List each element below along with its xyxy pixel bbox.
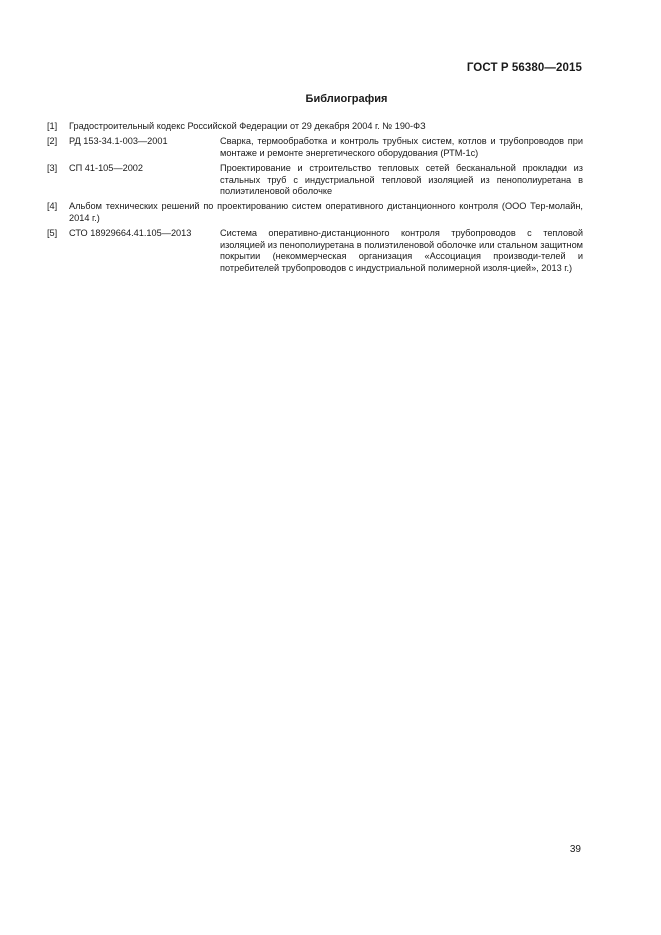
entry-number: [2]: [47, 136, 58, 147]
entry-code: СП 41-105—2002: [69, 162, 144, 173]
entry-code: СТО 18929664.41.105—2013: [69, 228, 192, 239]
bibliography-entry-1: [47, 121, 583, 133]
entry-number: [5]: [47, 228, 58, 239]
entry-code: РД 153-34.1-003—2001: [69, 136, 168, 147]
entry-text: Сварка, термообработка и контроль трубных систем, котлов и трубопроводов при монтаже и ремонте энергетического оборудования (РТМ-1с): [220, 136, 583, 158]
entry-number: [1]: [47, 121, 58, 131]
entry-text: Градостроительный кодекс Российской Федерации от 29 декабря 2004 г. № 190-ФЗ: [69, 121, 426, 131]
standard-designation: ГОСТ Р 56380—2015: [466, 62, 582, 74]
entry-number: [3]: [47, 162, 58, 173]
entry-text: Система оперативно-дистанционного контроля трубопроводов с тепловой изоляцией из пенополиуретана в полиэтиленовой оболочке или стальном защитном покрытии (некоммерческая организация «Ассоциация производи-телей и потребителей трубопроводов с индустриальной полимерной изоля-цией», 2013 г.): [220, 228, 583, 273]
page-number: 39: [569, 844, 581, 855]
entry-text: Альбом технических решений по проектированию систем оперативного дистанционного контроля (ООО Тер-молайн, 2014 г.): [69, 201, 583, 223]
bibliography-entry-5: [47, 228, 583, 274]
entry-number: [4]: [47, 201, 58, 212]
section-title: Библиография: [305, 93, 388, 105]
bibliography-entry-4: [47, 201, 583, 224]
bibliography-entry-2: [47, 136, 583, 159]
bibliography-list: [47, 121, 583, 278]
entry-text: Проектирование и строительство тепловых сетей бесканальной прокладки из стальных труб с индустриальной тепловой изоляцией из пенополиуретана в полиэтиленовой оболочке: [220, 162, 583, 197]
bibliography-entry-3: [47, 163, 583, 198]
